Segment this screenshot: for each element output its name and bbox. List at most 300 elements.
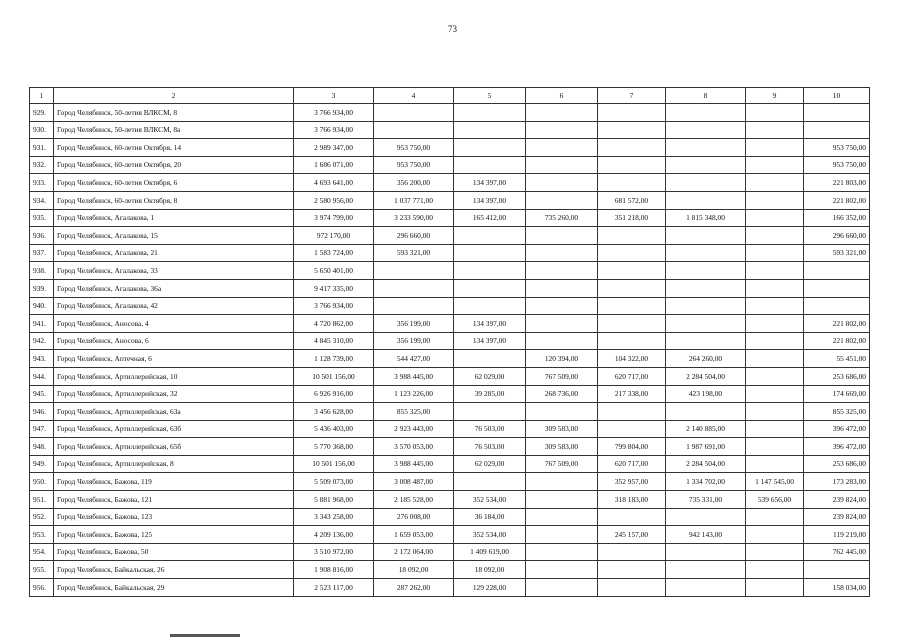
amount-cell — [746, 104, 804, 122]
address-cell: Город Челябинск, Агалакова, 1 — [54, 209, 294, 227]
amount-cell — [666, 403, 746, 421]
amount-cell: 62 029,00 — [454, 367, 526, 385]
amount-cell — [526, 191, 598, 209]
amount-cell: 2 140 885,00 — [666, 420, 746, 438]
amount-cell — [454, 473, 526, 491]
amount-cell: 120 394,00 — [526, 350, 598, 368]
address-cell: Город Челябинск, Артиллерийская, 63а — [54, 403, 294, 421]
table-row — [30, 315, 870, 333]
amount-cell — [526, 508, 598, 526]
amount-cell: 855 325,00 — [804, 403, 870, 421]
amount-cell: 2 989 347,00 — [294, 139, 374, 157]
row-number: 945. — [30, 385, 54, 403]
address-cell: Город Челябинск, Бажова, 119 — [54, 473, 294, 491]
table-row — [30, 209, 870, 227]
table-row — [30, 579, 870, 597]
amount-cell — [746, 315, 804, 333]
amount-cell — [598, 403, 666, 421]
table-row — [30, 438, 870, 456]
amount-cell — [746, 191, 804, 209]
table-row — [30, 174, 870, 192]
address-cell: Город Челябинск, 60-летия Октября, 14 — [54, 139, 294, 157]
address-cell: Город Челябинск, Бажова, 121 — [54, 491, 294, 509]
amount-cell: 55 451,00 — [804, 350, 870, 368]
row-number: 944. — [30, 367, 54, 385]
amount-cell — [746, 455, 804, 473]
amount-cell: 309 583,00 — [526, 438, 598, 456]
amount-cell: 1 123 226,00 — [374, 385, 454, 403]
amount-cell — [598, 543, 666, 561]
amount-cell: 396 472,00 — [804, 438, 870, 456]
amount-cell: 762 445,00 — [804, 543, 870, 561]
amount-cell: 2 284 504,00 — [666, 455, 746, 473]
amount-cell: 356 199,00 — [374, 332, 454, 350]
row-number: 954. — [30, 543, 54, 561]
amount-cell — [666, 191, 746, 209]
address-cell: Город Челябинск, Артиллерийская, 65б — [54, 438, 294, 456]
amount-cell — [526, 139, 598, 157]
amount-cell: 221 803,00 — [804, 174, 870, 192]
address-cell: Город Челябинск, Агалакова, 15 — [54, 227, 294, 245]
amount-cell: 318 183,00 — [598, 491, 666, 509]
address-cell: Город Челябинск, Артиллерийская, 63б — [54, 420, 294, 438]
amount-cell: 3 570 053,00 — [374, 438, 454, 456]
table-row — [30, 350, 870, 368]
amount-cell: 129 228,00 — [454, 579, 526, 597]
amount-cell: 767 509,00 — [526, 455, 598, 473]
amount-cell — [746, 438, 804, 456]
amount-cell — [746, 262, 804, 280]
amount-cell — [454, 244, 526, 262]
amount-cell — [746, 350, 804, 368]
amount-cell — [746, 367, 804, 385]
column-header: 4 — [374, 88, 454, 104]
amount-cell: 423 198,00 — [666, 385, 746, 403]
table-row — [30, 332, 870, 350]
amount-cell: 221 802,00 — [804, 332, 870, 350]
amount-cell: 9 417 335,00 — [294, 279, 374, 297]
amount-cell: 36 184,00 — [454, 508, 526, 526]
table-row — [30, 156, 870, 174]
amount-cell: 217 338,00 — [598, 385, 666, 403]
amount-cell: 1 987 691,00 — [666, 438, 746, 456]
address-cell: Город Челябинск, 50-летия ВЛКСМ, 8а — [54, 121, 294, 139]
amount-cell — [804, 121, 870, 139]
amount-cell: 3 988 445,00 — [374, 367, 454, 385]
amount-cell: 953 750,00 — [374, 139, 454, 157]
amount-cell: 165 412,00 — [454, 209, 526, 227]
address-cell: Город Челябинск, Аносова, 4 — [54, 315, 294, 333]
amount-cell — [454, 297, 526, 315]
amount-cell — [666, 508, 746, 526]
amount-cell — [526, 332, 598, 350]
amount-cell: 2 580 956,00 — [294, 191, 374, 209]
amount-cell: 1 128 739,00 — [294, 350, 374, 368]
amount-cell: 942 143,00 — [666, 526, 746, 544]
amount-cell — [666, 561, 746, 579]
amount-cell: 39 285,00 — [454, 385, 526, 403]
amount-cell — [526, 579, 598, 597]
amount-cell — [526, 543, 598, 561]
row-number: 941. — [30, 315, 54, 333]
table-row — [30, 297, 870, 315]
amount-cell: 3 008 487,00 — [374, 473, 454, 491]
column-header: 6 — [526, 88, 598, 104]
amount-cell: 1 147 545,00 — [746, 473, 804, 491]
column-header: 10 — [804, 88, 870, 104]
amount-cell: 245 157,00 — [598, 526, 666, 544]
row-number: 940. — [30, 297, 54, 315]
amount-cell: 735 260,00 — [526, 209, 598, 227]
amount-cell: 119 219,00 — [804, 526, 870, 544]
amount-cell — [598, 174, 666, 192]
row-number: 935. — [30, 209, 54, 227]
amount-cell: 681 572,00 — [598, 191, 666, 209]
amount-cell — [666, 315, 746, 333]
row-number: 933. — [30, 174, 54, 192]
amount-cell: 953 750,00 — [374, 156, 454, 174]
amount-cell — [454, 121, 526, 139]
amount-cell — [746, 209, 804, 227]
amount-cell: 1 334 702,00 — [666, 473, 746, 491]
amount-cell: 3 974 799,00 — [294, 209, 374, 227]
row-number: 951. — [30, 491, 54, 509]
amount-cell — [666, 543, 746, 561]
amount-cell — [374, 104, 454, 122]
amount-cell — [598, 156, 666, 174]
amount-cell — [746, 139, 804, 157]
row-number: 929. — [30, 104, 54, 122]
footer-mark — [170, 634, 240, 637]
address-cell: Город Челябинск, Аносова, 6 — [54, 332, 294, 350]
row-number: 949. — [30, 455, 54, 473]
amount-cell — [746, 579, 804, 597]
amount-cell: 396 472,00 — [804, 420, 870, 438]
amount-cell: 593 321,00 — [374, 244, 454, 262]
amount-cell — [804, 262, 870, 280]
amount-cell: 10 501 156,00 — [294, 455, 374, 473]
amount-cell: 4 845 310,00 — [294, 332, 374, 350]
amount-cell — [598, 104, 666, 122]
row-number: 953. — [30, 526, 54, 544]
column-header: 1 — [30, 88, 54, 104]
page-number: 73 — [448, 24, 457, 34]
amount-cell — [666, 121, 746, 139]
row-number: 946. — [30, 403, 54, 421]
amount-cell — [804, 279, 870, 297]
address-cell: Город Челябинск, Артиллерийская, 8 — [54, 455, 294, 473]
row-number: 955. — [30, 561, 54, 579]
column-header: 7 — [598, 88, 666, 104]
table-row — [30, 191, 870, 209]
amount-cell — [454, 139, 526, 157]
address-cell: Город Челябинск, 60-летия Октября, 20 — [54, 156, 294, 174]
amount-cell — [666, 104, 746, 122]
amount-cell: 620 717,00 — [598, 367, 666, 385]
amount-cell: 953 750,00 — [804, 139, 870, 157]
amount-cell: 356 199,00 — [374, 315, 454, 333]
amount-cell — [526, 491, 598, 509]
amount-cell — [598, 262, 666, 280]
amount-cell — [746, 156, 804, 174]
amount-cell: 173 283,00 — [804, 473, 870, 491]
column-header: 8 — [666, 88, 746, 104]
amount-cell — [526, 473, 598, 491]
table-row — [30, 139, 870, 157]
amount-cell: 1 815 348,00 — [666, 209, 746, 227]
amount-cell: 5 770 368,00 — [294, 438, 374, 456]
amount-cell: 268 736,00 — [526, 385, 598, 403]
amount-cell — [804, 297, 870, 315]
amount-cell: 1 659 053,00 — [374, 526, 454, 544]
amount-cell — [666, 174, 746, 192]
amount-cell: 158 034,00 — [804, 579, 870, 597]
amount-cell: 134 397,00 — [454, 174, 526, 192]
amount-cell: 166 352,00 — [804, 209, 870, 227]
row-number: 930. — [30, 121, 54, 139]
amount-cell: 620 717,00 — [598, 455, 666, 473]
amount-cell: 296 660,00 — [374, 227, 454, 245]
amount-cell: 221 802,00 — [804, 315, 870, 333]
amount-cell — [804, 104, 870, 122]
amount-cell: 2 284 504,00 — [666, 367, 746, 385]
table-row — [30, 279, 870, 297]
amount-cell: 1 686 071,00 — [294, 156, 374, 174]
amount-cell — [526, 561, 598, 579]
amount-cell: 3 766 934,00 — [294, 104, 374, 122]
row-number: 956. — [30, 579, 54, 597]
table-row — [30, 227, 870, 245]
address-cell: Город Челябинск, Байкальская, 26 — [54, 561, 294, 579]
amount-cell — [454, 350, 526, 368]
address-cell: Город Челябинск, Бажова, 123 — [54, 508, 294, 526]
amount-cell — [666, 579, 746, 597]
amount-cell — [666, 279, 746, 297]
column-header: 3 — [294, 88, 374, 104]
amount-cell: 356 200,00 — [374, 174, 454, 192]
amount-cell: 253 686,00 — [804, 455, 870, 473]
amount-cell: 1 908 816,00 — [294, 561, 374, 579]
amount-cell: 2 523 117,00 — [294, 579, 374, 597]
column-header: 5 — [454, 88, 526, 104]
amount-cell: 309 583,00 — [526, 420, 598, 438]
amount-cell — [746, 174, 804, 192]
amount-cell: 5 509 073,00 — [294, 473, 374, 491]
amount-cell: 735 331,00 — [666, 491, 746, 509]
row-number: 947. — [30, 420, 54, 438]
address-cell: Город Челябинск, Агалакова, 36а — [54, 279, 294, 297]
amount-cell — [804, 561, 870, 579]
amount-cell: 539 656,00 — [746, 491, 804, 509]
amount-cell: 134 397,00 — [454, 191, 526, 209]
address-cell: Город Челябинск, Агалакова, 21 — [54, 244, 294, 262]
row-number: 937. — [30, 244, 54, 262]
amount-cell: 3 456 628,00 — [294, 403, 374, 421]
table-row — [30, 508, 870, 526]
table-row — [30, 526, 870, 544]
amount-cell — [746, 420, 804, 438]
amount-cell — [454, 279, 526, 297]
table-body — [30, 104, 870, 597]
amount-cell — [666, 227, 746, 245]
table-row — [30, 367, 870, 385]
amount-cell: 953 750,00 — [804, 156, 870, 174]
amount-cell: 2 172 064,00 — [374, 543, 454, 561]
amount-cell — [526, 104, 598, 122]
amount-cell: 1 583 724,00 — [294, 244, 374, 262]
address-cell: Город Челябинск, Бажова, 50 — [54, 543, 294, 561]
address-cell: Город Челябинск, Бажова, 125 — [54, 526, 294, 544]
address-cell: Город Челябинск, 60-летия Октября, 8 — [54, 191, 294, 209]
table-row — [30, 244, 870, 262]
table-row — [30, 491, 870, 509]
amount-cell — [526, 227, 598, 245]
amount-cell: 1 037 771,00 — [374, 191, 454, 209]
amount-cell: 253 686,00 — [804, 367, 870, 385]
row-number: 938. — [30, 262, 54, 280]
amount-cell — [454, 403, 526, 421]
row-number: 948. — [30, 438, 54, 456]
amount-cell: 799 804,00 — [598, 438, 666, 456]
amount-cell: 134 397,00 — [454, 332, 526, 350]
row-number: 931. — [30, 139, 54, 157]
address-cell: Город Челябинск, Аптечная, 6 — [54, 350, 294, 368]
amount-cell: 855 325,00 — [374, 403, 454, 421]
amount-cell: 221 802,00 — [804, 191, 870, 209]
amount-cell: 352 534,00 — [454, 491, 526, 509]
amount-cell — [598, 297, 666, 315]
amount-cell: 972 170,00 — [294, 227, 374, 245]
row-number: 943. — [30, 350, 54, 368]
amount-cell: 767 509,00 — [526, 367, 598, 385]
amount-cell: 544 427,00 — [374, 350, 454, 368]
table-row — [30, 455, 870, 473]
header-row — [30, 88, 870, 104]
column-header: 9 — [746, 88, 804, 104]
amount-cell — [526, 262, 598, 280]
table-row — [30, 403, 870, 421]
amount-cell: 5 881 968,00 — [294, 491, 374, 509]
amount-cell: 352 957,00 — [598, 473, 666, 491]
column-header: 2 — [54, 88, 294, 104]
table-row — [30, 121, 870, 139]
address-cell: Город Челябинск, Агалакова, 42 — [54, 297, 294, 315]
amount-cell: 134 397,00 — [454, 315, 526, 333]
amount-cell: 351 218,00 — [598, 209, 666, 227]
amount-cell — [526, 526, 598, 544]
row-number: 950. — [30, 473, 54, 491]
amount-cell — [746, 332, 804, 350]
amount-cell — [666, 139, 746, 157]
data-table — [29, 87, 870, 597]
amount-cell — [454, 227, 526, 245]
amount-cell: 3 233 590,00 — [374, 209, 454, 227]
amount-cell: 6 926 916,00 — [294, 385, 374, 403]
address-cell: Город Челябинск, Байкальская, 29 — [54, 579, 294, 597]
amount-cell — [526, 244, 598, 262]
table-row — [30, 420, 870, 438]
amount-cell: 4 693 641,00 — [294, 174, 374, 192]
amount-cell: 174 669,00 — [804, 385, 870, 403]
amount-cell — [374, 297, 454, 315]
address-cell: Город Челябинск, Артиллерийская, 10 — [54, 367, 294, 385]
amount-cell — [454, 104, 526, 122]
amount-cell: 104 322,00 — [598, 350, 666, 368]
amount-cell: 239 824,00 — [804, 491, 870, 509]
amount-cell: 2 923 443,00 — [374, 420, 454, 438]
amount-cell: 3 510 972,00 — [294, 543, 374, 561]
amount-cell: 4 720 862,00 — [294, 315, 374, 333]
amount-cell: 3 988 445,00 — [374, 455, 454, 473]
amount-cell — [598, 139, 666, 157]
row-number: 939. — [30, 279, 54, 297]
table-row — [30, 473, 870, 491]
amount-cell — [666, 156, 746, 174]
amount-cell: 62 029,00 — [454, 455, 526, 473]
amount-cell: 10 501 156,00 — [294, 367, 374, 385]
amount-cell: 239 824,00 — [804, 508, 870, 526]
amount-cell — [666, 244, 746, 262]
amount-cell: 264 260,00 — [666, 350, 746, 368]
amount-cell — [666, 297, 746, 315]
table-row — [30, 561, 870, 579]
amount-cell: 1 409 619,00 — [454, 543, 526, 561]
amount-cell — [374, 279, 454, 297]
amount-cell — [526, 121, 598, 139]
address-cell: Город Челябинск, 50-летия ВЛКСМ, 8 — [54, 104, 294, 122]
amount-cell — [666, 332, 746, 350]
amount-cell — [526, 297, 598, 315]
table-row — [30, 385, 870, 403]
table-row — [30, 262, 870, 280]
amount-cell: 352 534,00 — [454, 526, 526, 544]
amount-cell — [746, 526, 804, 544]
address-cell: Город Челябинск, Артиллерийская, 32 — [54, 385, 294, 403]
amount-cell: 593 321,00 — [804, 244, 870, 262]
amount-cell: 3 343 258,00 — [294, 508, 374, 526]
amount-cell: 18 092,00 — [454, 561, 526, 579]
amount-cell — [598, 561, 666, 579]
amount-cell — [746, 297, 804, 315]
amount-cell — [526, 315, 598, 333]
amount-cell — [746, 508, 804, 526]
amount-cell — [526, 156, 598, 174]
amount-cell — [526, 174, 598, 192]
amount-cell — [666, 262, 746, 280]
amount-cell: 296 660,00 — [804, 227, 870, 245]
amount-cell: 276 008,00 — [374, 508, 454, 526]
amount-cell: 4 209 136,00 — [294, 526, 374, 544]
amount-cell — [598, 508, 666, 526]
amount-cell — [746, 227, 804, 245]
amount-cell — [526, 279, 598, 297]
row-number: 936. — [30, 227, 54, 245]
row-number: 952. — [30, 508, 54, 526]
amount-cell — [746, 561, 804, 579]
amount-cell — [374, 262, 454, 280]
amount-cell — [746, 543, 804, 561]
amount-cell — [598, 121, 666, 139]
amount-cell — [598, 420, 666, 438]
amount-cell: 76 503,00 — [454, 420, 526, 438]
amount-cell: 3 766 934,00 — [294, 297, 374, 315]
amount-cell: 5 436 403,00 — [294, 420, 374, 438]
row-number: 932. — [30, 156, 54, 174]
amount-cell — [526, 403, 598, 421]
amount-cell — [598, 279, 666, 297]
amount-cell — [746, 385, 804, 403]
amount-cell — [598, 227, 666, 245]
